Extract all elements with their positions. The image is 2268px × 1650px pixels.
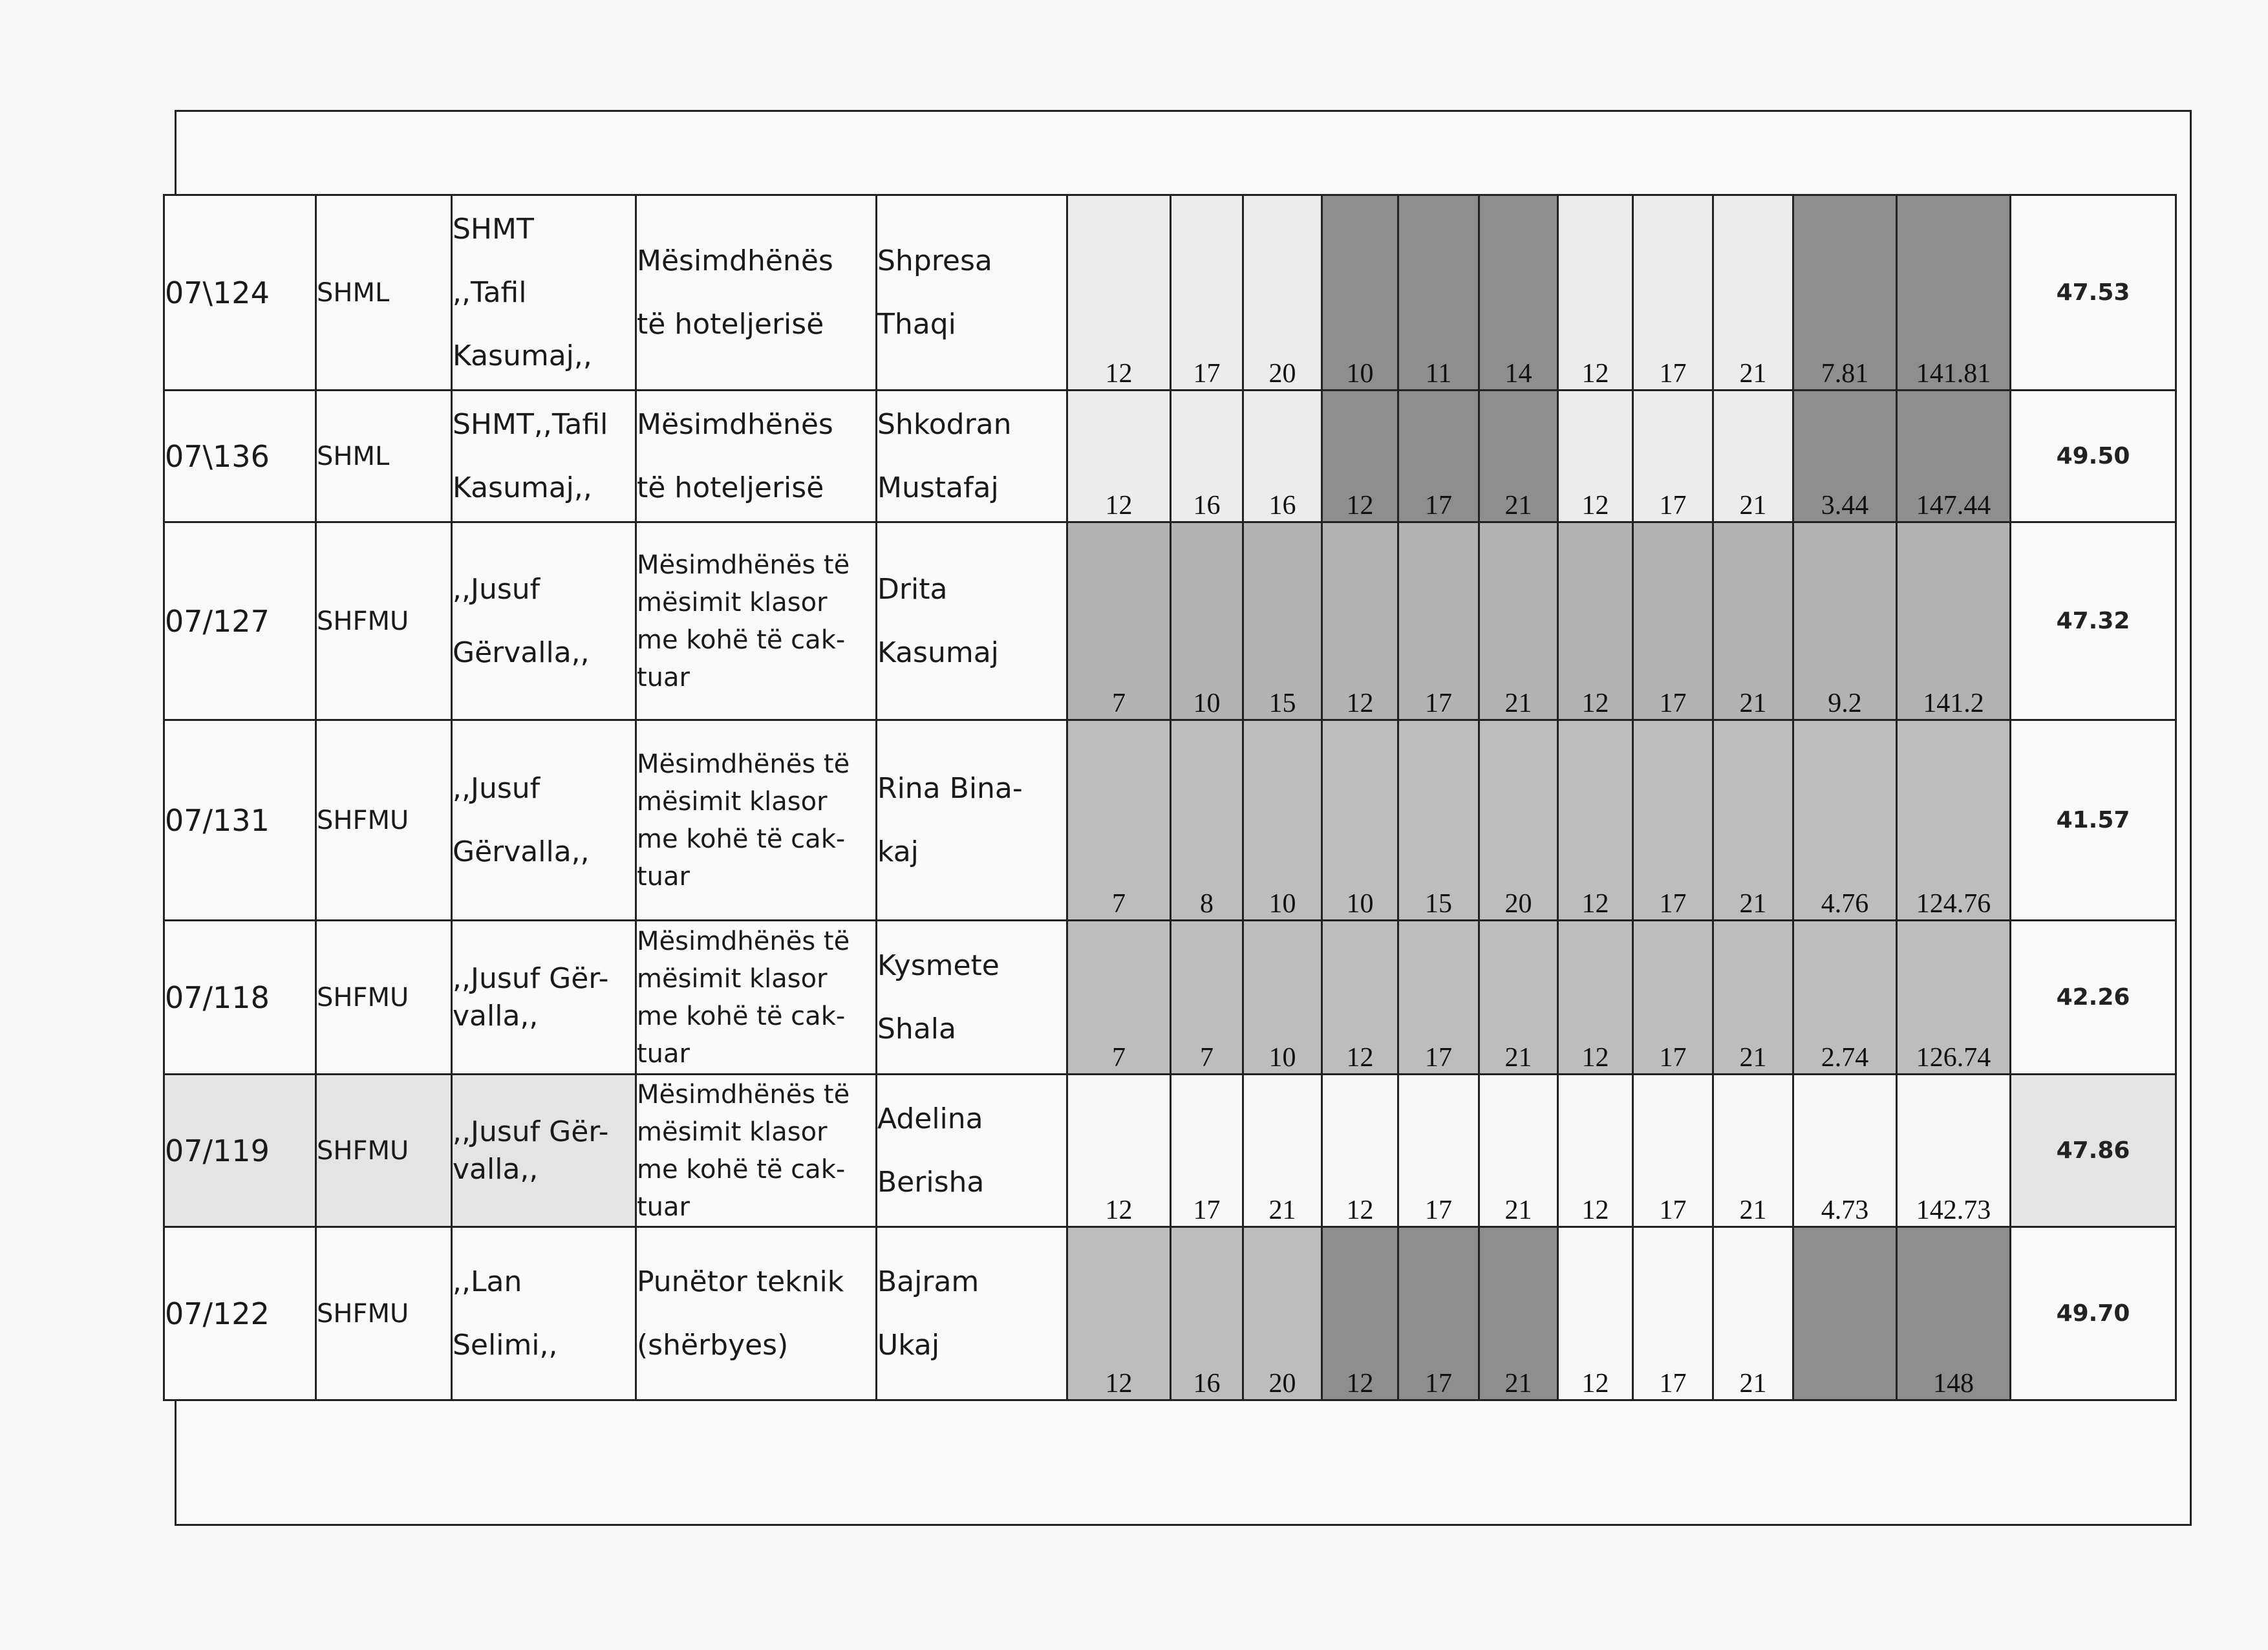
candidate-cell: Rina Bina- kaj	[877, 720, 1067, 921]
score-cell: 21	[1713, 921, 1793, 1075]
score-cell: 17	[1398, 522, 1479, 720]
score-cell: 17	[1398, 1075, 1479, 1227]
score-cell: 14	[1479, 195, 1558, 391]
school-name-cell: ,,Jusuf Gërvalla,,	[452, 720, 636, 921]
total-cell: 47.53	[2011, 195, 2176, 391]
total-cell: 47.32	[2011, 522, 2176, 720]
score-cell: 7	[1171, 921, 1243, 1075]
table-row	[164, 1075, 2176, 1227]
score-cell: 16	[1171, 391, 1243, 522]
score-cell: 17	[1633, 1075, 1713, 1227]
score-cell: 12	[1067, 1075, 1171, 1227]
candidate-cell: Bajram Ukaj	[877, 1227, 1067, 1400]
code-cell: 07/122	[164, 1227, 316, 1400]
score-cell: 12	[1322, 522, 1398, 720]
total-cell: 47.86	[2011, 1075, 2176, 1227]
candidate-cell: Drita Kasumaj	[877, 522, 1067, 720]
score-cell: 4.73	[1793, 1075, 1897, 1227]
school-type-cell: SHFMU	[316, 1075, 452, 1227]
score-cell: 17	[1171, 1075, 1243, 1227]
candidate-cell: Shpresa Thaqi	[877, 195, 1067, 391]
school-type-cell: SHFMU	[316, 522, 452, 720]
table-row	[164, 720, 2176, 921]
score-cell: 142.73	[1897, 1075, 2011, 1227]
position-cell: Punëtor teknik (shërbyes)	[636, 1227, 877, 1400]
score-cell: 124.76	[1897, 720, 2011, 921]
score-cell: 17	[1633, 391, 1713, 522]
score-cell: 20	[1479, 720, 1558, 921]
table-row	[164, 195, 2176, 391]
school-name-cell: SHMT ,,Tafil Kasumaj,,	[452, 195, 636, 391]
school-name-cell: SHMT,,Tafil Kasumaj,,	[452, 391, 636, 522]
score-cell: 21	[1713, 391, 1793, 522]
score-cell: 17	[1398, 391, 1479, 522]
code-cell: 07/131	[164, 720, 316, 921]
total-cell: 49.70	[2011, 1227, 2176, 1400]
score-cell: 12	[1558, 391, 1633, 522]
score-cell: 20	[1243, 1227, 1322, 1400]
score-cell: 15	[1398, 720, 1479, 921]
school-type-cell: SHFMU	[316, 921, 452, 1075]
score-cell: 12	[1558, 1075, 1633, 1227]
score-cell: 2.74	[1793, 921, 1897, 1075]
score-cell: 12	[1558, 720, 1633, 921]
code-cell: 07/127	[164, 522, 316, 720]
score-cell: 17	[1398, 921, 1479, 1075]
table-row	[164, 1227, 2176, 1400]
code-cell: 07/118	[164, 921, 316, 1075]
school-name-cell: ,,Jusuf Gërvalla,,	[452, 522, 636, 720]
score-cell: 21	[1479, 1075, 1558, 1227]
school-name-cell: ,,Jusuf Gër- valla,,	[452, 921, 636, 1075]
score-cell: 10	[1322, 720, 1398, 921]
score-cell: 21	[1713, 522, 1793, 720]
score-cell: 15	[1243, 522, 1322, 720]
position-cell: Mësimdhënës të mësimit klasor me kohë të cak- tuar	[636, 921, 877, 1075]
code-cell: 07\124	[164, 195, 316, 391]
score-table	[163, 194, 2177, 1401]
score-cell: 7	[1067, 720, 1171, 921]
score-cell: 10	[1243, 921, 1322, 1075]
score-cell: 12	[1558, 195, 1633, 391]
table-row	[164, 522, 2176, 720]
candidate-cell: Shkodran Mustafaj	[877, 391, 1067, 522]
position-cell: Mësimdhënës të hoteljerisë	[636, 195, 877, 391]
score-cell: 9.2	[1793, 522, 1897, 720]
position-cell: Mësimdhënës të hoteljerisë	[636, 391, 877, 522]
score-cell: 12	[1322, 921, 1398, 1075]
score-cell: 21	[1713, 720, 1793, 921]
score-cell: 21	[1479, 1227, 1558, 1400]
score-cell: 148	[1897, 1227, 2011, 1400]
score-cell: 17	[1633, 522, 1713, 720]
score-cell: 21	[1479, 522, 1558, 720]
score-cell: 12	[1067, 1227, 1171, 1400]
score-cell: 16	[1171, 1227, 1243, 1400]
school-type-cell: SHFMU	[316, 1227, 452, 1400]
score-cell: 20	[1243, 195, 1322, 391]
score-cell: 21	[1243, 1075, 1322, 1227]
score-cell: 21	[1713, 195, 1793, 391]
score-cell: 12	[1322, 1227, 1398, 1400]
score-cell: 4.76	[1793, 720, 1897, 921]
candidate-cell: Adelina Berisha	[877, 1075, 1067, 1227]
school-name-cell: ,,Jusuf Gër- valla,,	[452, 1075, 636, 1227]
score-cell: 12	[1067, 195, 1171, 391]
total-cell: 41.57	[2011, 720, 2176, 921]
total-cell: 42.26	[2011, 921, 2176, 1075]
score-cell: 141.81	[1897, 195, 2011, 391]
score-cell: 21	[1479, 921, 1558, 1075]
position-cell: Mësimdhënës të mësimit klasor me kohë të cak- tuar	[636, 1075, 877, 1227]
score-cell: 141.2	[1897, 522, 2011, 720]
score-cell	[1793, 1227, 1897, 1400]
score-cell: 147.44	[1897, 391, 2011, 522]
position-cell: Mësimdhënës të mësimit klasor me kohë të cak- tuar	[636, 522, 877, 720]
score-cell: 17	[1633, 1227, 1713, 1400]
score-cell: 21	[1479, 391, 1558, 522]
score-cell: 126.74	[1897, 921, 2011, 1075]
score-cell: 12	[1322, 1075, 1398, 1227]
position-cell: Mësimdhënës të mësimit klasor me kohë të cak- tuar	[636, 720, 877, 921]
score-cell: 10	[1171, 522, 1243, 720]
table-row	[164, 391, 2176, 522]
school-name-cell: ,,Lan Selimi,,	[452, 1227, 636, 1400]
score-cell: 11	[1398, 195, 1479, 391]
score-cell: 10	[1243, 720, 1322, 921]
score-cell: 7	[1067, 921, 1171, 1075]
code-cell: 07/119	[164, 1075, 316, 1227]
score-cell: 16	[1243, 391, 1322, 522]
candidate-cell: Kysmete Shala	[877, 921, 1067, 1075]
score-cell: 7.81	[1793, 195, 1897, 391]
score-cell: 21	[1713, 1075, 1793, 1227]
score-cell: 12	[1558, 1227, 1633, 1400]
table-row	[164, 921, 2176, 1075]
score-cell: 12	[1558, 522, 1633, 720]
score-cell: 17	[1633, 720, 1713, 921]
score-cell: 10	[1322, 195, 1398, 391]
total-cell: 49.50	[2011, 391, 2176, 522]
score-cell: 12	[1558, 921, 1633, 1075]
score-cell: 8	[1171, 720, 1243, 921]
code-cell: 07\136	[164, 391, 316, 522]
score-cell: 17	[1398, 1227, 1479, 1400]
score-cell: 17	[1633, 921, 1713, 1075]
score-cell: 21	[1713, 1227, 1793, 1400]
score-cell: 7	[1067, 522, 1171, 720]
school-type-cell: SHML	[316, 195, 452, 391]
school-type-cell: SHML	[316, 391, 452, 522]
score-cell: 12	[1067, 391, 1171, 522]
school-type-cell: SHFMU	[316, 720, 452, 921]
score-cell: 12	[1322, 391, 1398, 522]
score-cell: 17	[1171, 195, 1243, 391]
score-cell: 3.44	[1793, 391, 1897, 522]
score-cell: 17	[1633, 195, 1713, 391]
